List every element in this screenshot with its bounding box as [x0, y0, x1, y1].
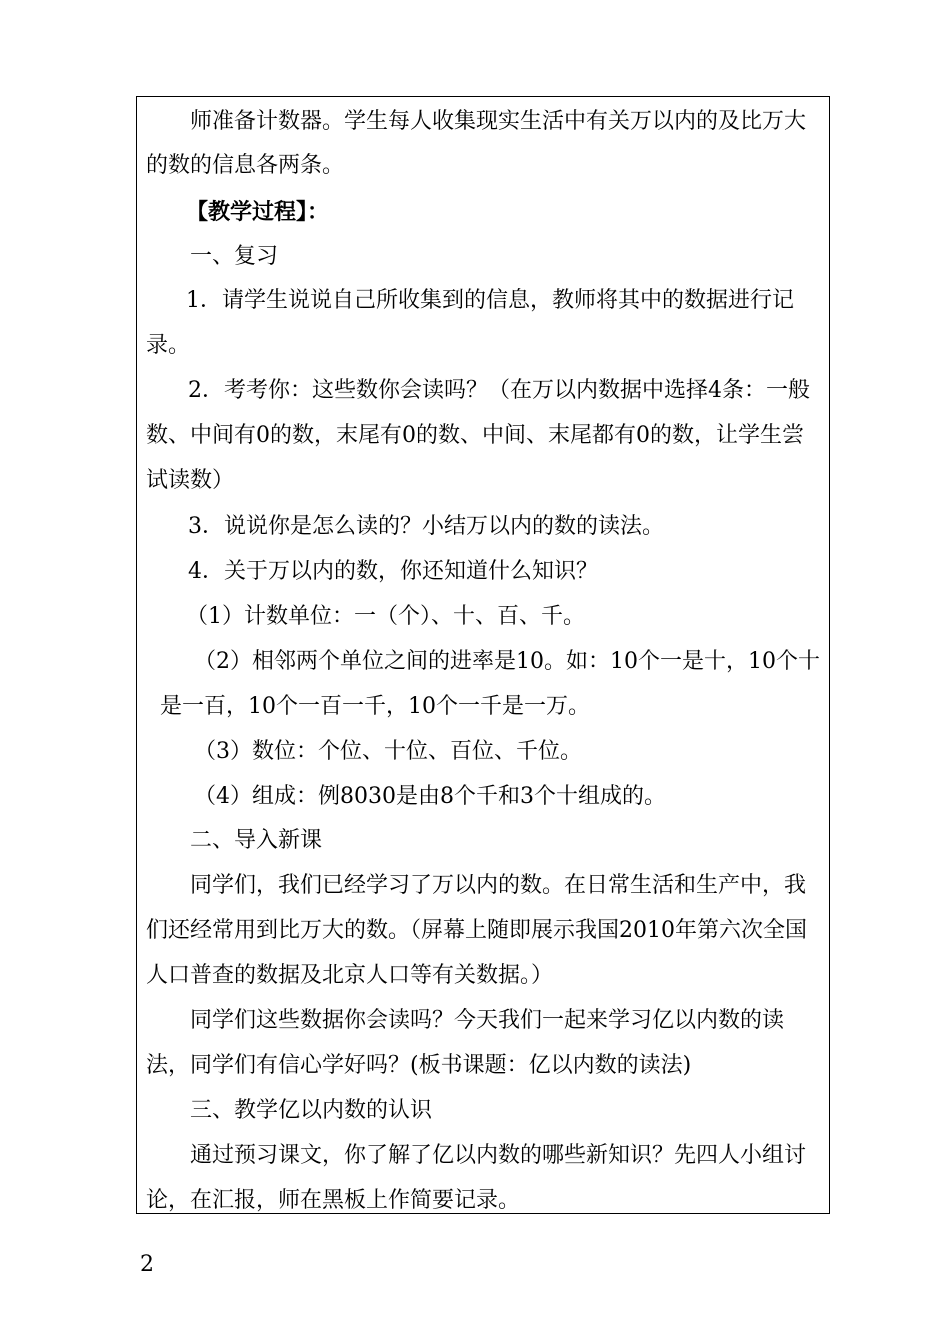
text-line-2: 的数的信息各两条。	[146, 153, 345, 178]
text-line-25: 论，在汇报，师在黑板上作简要记录。	[146, 1188, 521, 1213]
text-line-24: 通过预习课文，你了解了亿以内数的哪些新知识？先四人小组讨	[190, 1143, 807, 1168]
text-line-13: （2）相邻两个单位之间的进率是10。如：10个一是十，10个十	[194, 649, 820, 674]
text-line-1: 师准备计数器。学生每人收集现实生活中有关万以内的及比万大	[190, 109, 807, 134]
heading-teaching-numbers: 三、教学亿以内数的认识	[190, 1098, 433, 1123]
text-line-22: 法，同学们有信心学好吗？(板书课题：亿以内数的读法)	[146, 1053, 692, 1078]
text-line-18: 同学们，我们已经学习了万以内的数。在日常生活和生产中，我	[190, 873, 807, 898]
text-line-19: 们还经常用到比万大的数。（屏幕上随即展示我国2010年第六次全国	[146, 918, 807, 943]
section-heading-teaching-process: 【教学过程】：	[186, 199, 330, 225]
text-line-10: 3．说说你是怎么读的？小结万以内的数的读法。	[188, 514, 664, 539]
text-line-8: 数、中间有0的数，末尾有0的数、中间、末尾都有0的数，让学生尝	[146, 423, 804, 448]
text-line-7: 2．考考你：这些数你会读吗？（在万以内数据中选择4条：一般	[188, 378, 810, 403]
heading-review: 一、复习	[190, 244, 279, 269]
text-line-20: 人口普查的数据及北京人口等有关数据。）	[146, 963, 554, 988]
text-line-5: 1．请学生说说自己所收集到的信息，教师将其中的数据进行记	[186, 288, 794, 313]
heading-new-lesson: 二、导入新课	[190, 828, 323, 853]
page-number: 2	[140, 1252, 154, 1277]
text-line-14: 是一百，10个一百一千，10个一千是一万。	[160, 694, 590, 719]
text-line-15: （3）数位：个位、十位、百位、千位。	[194, 739, 582, 764]
text-line-9: 试读数）	[146, 468, 235, 493]
text-line-21: 同学们这些数据你会读吗？今天我们一起来学习亿以内数的读	[190, 1008, 785, 1033]
text-line-6: 录。	[146, 333, 191, 358]
text-line-16: （4）组成：例8030是由8个千和3个十组成的。	[194, 784, 666, 809]
text-line-11: 4．关于万以内的数，你还知道什么知识？	[188, 559, 598, 584]
text-line-12: （1）计数单位：一（个）、十、百、千。	[186, 604, 585, 629]
